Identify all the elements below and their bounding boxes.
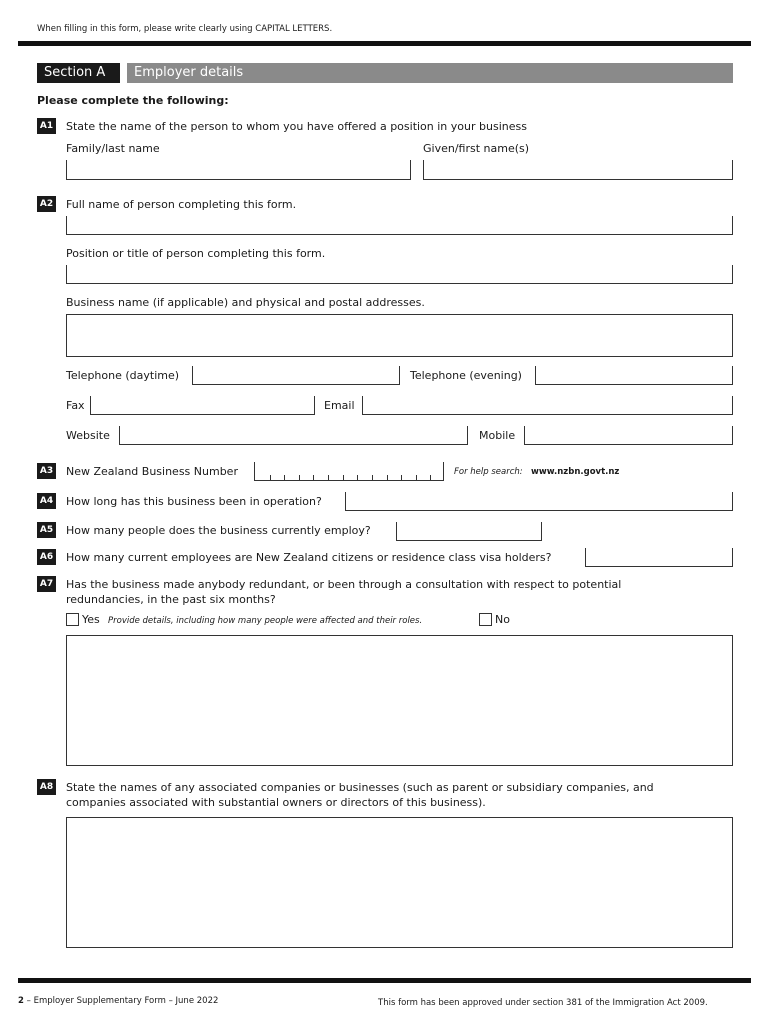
top-rule xyxy=(18,41,751,46)
yes-label: Yes xyxy=(82,613,100,626)
family-name-field[interactable] xyxy=(66,160,411,180)
question-badge-a7: A7 xyxy=(37,576,56,592)
nzbn-digit-divider xyxy=(357,475,358,480)
a2-business-label: Business name (if applicable) and physical and postal addresses. xyxy=(66,296,425,309)
website-field[interactable] xyxy=(119,426,468,445)
nz-employee-count-field[interactable] xyxy=(585,548,733,567)
question-badge-a5: A5 xyxy=(37,522,56,538)
yes-checkbox[interactable] xyxy=(66,613,79,626)
nzbn-digit-divider xyxy=(387,475,388,480)
nzbn-digit-divider xyxy=(313,475,314,480)
question-badge-a1: A1 xyxy=(37,118,56,134)
a1-question: State the name of the person to whom you have offered a position in your business xyxy=(66,120,527,133)
a3-label: New Zealand Business Number xyxy=(66,465,238,478)
section-label: Section A xyxy=(37,63,120,83)
nzbn-digit-divider xyxy=(430,475,431,480)
mobile-field[interactable] xyxy=(524,426,733,445)
question-badge-a8: A8 xyxy=(37,779,56,795)
yes-hint: Provide details, including how many people were affected and their roles. xyxy=(108,616,423,626)
given-name-field[interactable] xyxy=(423,160,733,180)
a7-question-line2: redundancies, in the past six months? xyxy=(66,593,276,606)
question-badge-a6: A6 xyxy=(37,549,56,565)
header-instruction: When filling in this form, please write clearly using CAPITAL LETTERS. xyxy=(37,24,333,34)
nzbn-digit-divider xyxy=(372,475,373,480)
a5-label: How many people does the business currently employ? xyxy=(66,524,371,537)
nzbn-digit-divider xyxy=(299,475,300,480)
a6-label: How many current employees are New Zealand citizens or residence class visa holders? xyxy=(66,551,552,564)
fullname-field[interactable] xyxy=(66,216,733,235)
tel-eve-label: Telephone (evening) xyxy=(410,369,522,382)
business-address-field[interactable] xyxy=(66,314,733,357)
form-name-text: – Employer Supplementary Form – June 2022 xyxy=(23,996,219,1006)
tel-eve-field[interactable] xyxy=(535,366,733,385)
a4-label: How long has this business been in operation? xyxy=(66,495,322,508)
a8-question-line1: State the names of any associated companies or businesses (such as parent or subsidiary companies, and xyxy=(66,781,654,794)
no-checkbox[interactable] xyxy=(479,613,492,626)
email-field[interactable] xyxy=(362,396,733,415)
a2-position-label: Position or title of person completing this form. xyxy=(66,247,326,260)
associated-companies-field[interactable] xyxy=(66,817,733,948)
question-badge-a4: A4 xyxy=(37,493,56,509)
fax-field[interactable] xyxy=(90,396,315,415)
a1-family-label: Family/last name xyxy=(66,142,160,155)
nzbn-digit-divider xyxy=(270,475,271,480)
nzbn-digit-divider xyxy=(401,475,402,480)
page-number: 2 xyxy=(18,996,24,1006)
no-label: No xyxy=(495,613,510,626)
footer-form-name xyxy=(18,996,218,1006)
footer-approval: This form has been approved under section 381 of the Immigration Act 2009. xyxy=(378,998,708,1008)
nzbn-digit-divider xyxy=(284,475,285,480)
tel-day-field[interactable] xyxy=(192,366,400,385)
email-label: Email xyxy=(324,399,355,412)
mobile-label: Mobile xyxy=(479,429,516,442)
nzbn-field[interactable] xyxy=(254,462,444,481)
operation-duration-field[interactable] xyxy=(345,492,733,511)
employee-count-field[interactable] xyxy=(396,522,542,541)
redundancy-details-field[interactable] xyxy=(66,635,733,766)
intro-text: Please complete the following: xyxy=(37,94,229,107)
nzbn-help-prefix: For help search: xyxy=(454,467,523,477)
website-label: Website xyxy=(66,429,110,442)
fax-label: Fax xyxy=(66,399,85,412)
nzbn-help-link[interactable]: www.nzbn.govt.nz xyxy=(531,467,620,477)
question-badge-a2: A2 xyxy=(37,196,56,212)
a8-question-line2: companies associated with substantial owners or directors of this business). xyxy=(66,796,486,809)
position-field[interactable] xyxy=(66,265,733,284)
bottom-rule xyxy=(18,978,751,983)
question-badge-a3: A3 xyxy=(37,463,56,479)
nzbn-digit-divider xyxy=(416,475,417,480)
a2-fullname-label: Full name of person completing this form. xyxy=(66,198,297,211)
nzbn-digit-divider xyxy=(328,475,329,480)
section-title: Employer details xyxy=(127,63,733,83)
a7-question-line1: Has the business made anybody redundant, or been through a consultation with respect to potential xyxy=(66,578,622,591)
a1-given-label: Given/first name(s) xyxy=(423,142,530,155)
tel-day-label: Telephone (daytime) xyxy=(66,369,180,382)
nzbn-digit-divider xyxy=(343,475,344,480)
